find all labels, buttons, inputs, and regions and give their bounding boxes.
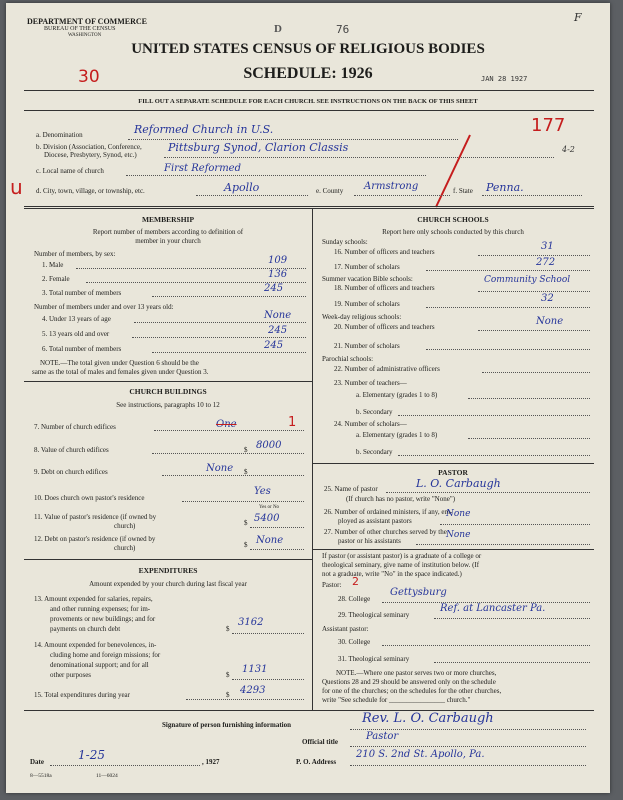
- membership-note-1: NOTE.—The total given under Question 6 should be the: [40, 359, 199, 367]
- q17-value: 272: [536, 257, 556, 268]
- city-field-label: d. City, town, village, or township, etc.: [36, 187, 145, 195]
- summer-schools-label: Summer vacation Bible schools:: [322, 275, 413, 283]
- q12-label-1: 12. Debt on pastor's residence (if owned by: [34, 535, 156, 543]
- q10-label: 10. Does church own pastor's residence: [34, 494, 145, 502]
- signature-value: Rev. L. O. Carbaugh: [362, 711, 494, 726]
- q7-value: One: [216, 419, 237, 430]
- q26-label-1: 26. Number of ordained ministers, if any, em-: [324, 508, 453, 516]
- date-label: Date: [30, 758, 44, 766]
- red-177-mark: 177: [531, 115, 566, 136]
- pastor-note-2: Questions 28 and 29 should be answered only on the schedule: [322, 678, 496, 686]
- q29-value: Ref. at Lancaster Pa.: [440, 603, 546, 614]
- q29-label: 29. Theological seminary: [338, 611, 410, 619]
- parochial-schools-label: Parochial schools:: [322, 355, 374, 363]
- q13-dollar: $: [226, 625, 230, 633]
- date-stamp: JAN 28 1927: [481, 75, 528, 83]
- q31-label: 31. Theological seminary: [338, 655, 410, 663]
- city-label: WASHINGTON: [68, 33, 102, 38]
- red-number-mark: 30: [78, 67, 100, 87]
- q27-value: None: [446, 530, 471, 540]
- q14-line-1: 14. Amount expended for benevolences, in-: [34, 641, 157, 649]
- q27-label-1: 27. Number of other churches served by the: [324, 528, 447, 536]
- sunday-schools-label: Sunday schools:: [322, 238, 368, 246]
- schedule-title: SCHEDULE: 1926: [243, 65, 373, 82]
- q26-label-2: ployed as assistant pastors: [338, 517, 412, 525]
- state-value: Penna.: [486, 181, 524, 194]
- q13-line-1: 13. Amount expended for salaries, repairs,: [34, 595, 153, 603]
- form-title: UNITED STATES CENSUS OF RELIGIOUS BODIES: [131, 41, 485, 57]
- graduate-info-2: theological seminary, give name of institution below. (If: [322, 561, 480, 569]
- q11-label-1: 11. Value of pastor's residence (if owned by: [34, 513, 157, 521]
- membership-note-2: same as the total of males and females given under Question 3.: [32, 368, 209, 376]
- q16-value: 31: [541, 241, 554, 252]
- pastor-note-4: write "See schedule for ________________ church.": [322, 696, 471, 704]
- q25-value: L. O. Carbaugh: [416, 477, 501, 490]
- membership-sub-2: member in your church: [135, 237, 201, 245]
- q24-label: 24. Number of scholars—: [334, 420, 407, 428]
- date-year: , 1927: [202, 758, 220, 766]
- side-code: 4-2: [562, 145, 575, 154]
- schools-heading: CHURCH SCHOOLS: [417, 215, 489, 224]
- q13-line-3: provements or new buildings; and for: [50, 615, 156, 623]
- city-value: Apollo: [224, 181, 260, 194]
- official-title-value: Pastor: [366, 731, 399, 742]
- q9-dollar: $: [244, 468, 248, 476]
- buildings-heading: CHURCH BUILDINGS: [129, 387, 207, 396]
- q11-value: 5400: [254, 513, 280, 524]
- q15-value: 4293: [240, 685, 266, 696]
- q11-label-2: church): [114, 522, 136, 530]
- q30-label: 30. College: [338, 638, 371, 646]
- official-title-label: Official title: [302, 738, 338, 746]
- q5-label: 5. 13 years old and over: [42, 330, 110, 338]
- red-check-stroke: [426, 131, 476, 211]
- q14-line-2: cluding home and foreign missions; for: [50, 651, 161, 659]
- q21-label: 21. Number of scholars: [334, 342, 400, 350]
- q23a-label: a. Elementary (grades 1 to 8): [356, 391, 438, 399]
- expenditures-sub: Amount expended by your church during last fiscal year: [89, 580, 247, 588]
- form-number: 8—5518a: [30, 773, 52, 779]
- instructions-line: FILL OUT A SEPARATE SCHEDULE FOR EACH CHURCH. SEE INSTRUCTIONS ON THE BACK OF THIS SHEET: [138, 98, 478, 105]
- stamp-number: 76: [336, 23, 350, 36]
- q22-label: 22. Number of administrative officers: [334, 365, 440, 373]
- q27-label-2: pastor or his assistants: [338, 537, 401, 545]
- state-label: f. State: [453, 187, 473, 195]
- denomination-label: a. Denomination: [36, 131, 83, 139]
- q4-value: None: [264, 310, 292, 321]
- pastor-note-1: NOTE.—Where one pastor serves two or more churches,: [336, 669, 497, 677]
- q25-label: 25. Name of pastor: [324, 485, 378, 493]
- denomination-value: Reformed Church in U.S.: [134, 123, 274, 136]
- bureau-label: BUREAU OF THE CENSUS: [44, 26, 116, 32]
- pastor-heading: PASTOR: [438, 468, 468, 477]
- county-value: Armstrong: [364, 181, 419, 192]
- q10-value: Yes: [254, 486, 271, 497]
- q8-dollar: $: [244, 446, 248, 454]
- division-label-1: b. Division (Association, Conference,: [36, 143, 142, 151]
- census-form-page: [6, 3, 610, 793]
- q18-label: 18. Number of officers and teachers: [334, 284, 435, 292]
- pastor-red-mark: 2: [352, 575, 359, 588]
- q9-value: None: [206, 463, 234, 474]
- q28-value: Gettysburg: [390, 587, 447, 598]
- signature-label: Signature of person furnishing information: [162, 721, 291, 729]
- age-heading: Number of members under and over 13 years old:: [34, 303, 174, 311]
- q15-label: 15. Total expenditures during year: [34, 691, 130, 699]
- q20-value: None: [536, 316, 564, 327]
- po-address-value: 210 S. 2nd St. Apollo, Pa.: [356, 749, 485, 760]
- q17-label: 17. Number of scholars: [334, 263, 400, 271]
- q12-label-2: church): [114, 544, 136, 552]
- q25-note: (If church has no pastor, write "None"): [346, 495, 456, 503]
- q18-value: Community School: [484, 275, 571, 285]
- q11-dollar: $: [244, 519, 248, 527]
- q16-label: 16. Number of officers and teachers: [334, 248, 435, 256]
- q28-label: 28. College: [338, 595, 371, 603]
- corner-mark: F: [574, 11, 582, 24]
- q1-value: 109: [268, 255, 288, 266]
- pastor-sub-label: Pastor:: [322, 581, 342, 589]
- po-address-label: P. O. Address: [296, 758, 337, 766]
- q19-value: 32: [541, 293, 554, 304]
- q2-value: 136: [268, 269, 288, 280]
- q23-label: 23. Number of teachers—: [334, 379, 407, 387]
- q26-value: None: [446, 509, 471, 519]
- q12-dollar: $: [244, 541, 248, 549]
- graduate-info-1: If pastor (or assistant pastor) is a graduate of a college or: [322, 552, 482, 560]
- yes-no-hint: Yes or No: [259, 505, 280, 510]
- assistant-pastor-label: Assistant pastor:: [322, 625, 369, 633]
- pastor-note-3: for one of the churches; on the schedules for the other churches,: [322, 687, 502, 695]
- date-value: 1-25: [78, 748, 105, 762]
- members-by-sex-label: Number of members, by sex:: [34, 250, 116, 258]
- q7-red-correction: 1: [288, 415, 297, 430]
- q12-value: None: [256, 535, 284, 546]
- stamp-prefix: D: [274, 23, 282, 35]
- q8-value: 8000: [256, 440, 282, 451]
- print-number: 11—6024: [96, 773, 118, 779]
- county-label: e. County: [316, 187, 344, 195]
- q24b-label: b. Secondary: [356, 448, 393, 456]
- buildings-sub: See instructions, paragraphs 10 to 12: [116, 401, 220, 409]
- q8-label: 8. Value of church edifices: [34, 446, 109, 454]
- q1-label: 1. Male: [42, 261, 64, 269]
- membership-sub-1: Report number of members according to definition of: [92, 228, 244, 236]
- q6-value: 245: [264, 340, 284, 351]
- q15-dollar: $: [226, 691, 230, 699]
- q7-label: 7. Number of church edifices: [34, 423, 116, 431]
- q14-dollar: $: [226, 671, 230, 679]
- q5-value: 245: [268, 325, 288, 336]
- weekday-schools-label: Week-day religious schools:: [322, 313, 402, 321]
- q9-label: 9. Debt on church edifices: [34, 468, 108, 476]
- q14-line-3: denominational support; and for all: [50, 661, 149, 669]
- q23b-label: b. Secondary: [356, 408, 393, 416]
- schools-sub: Report here only schools conducted by this church: [382, 228, 524, 236]
- membership-heading: MEMBERSHIP: [141, 215, 195, 224]
- division-value: Pittsburg Synod, Clarion Classis: [168, 141, 349, 154]
- graduate-info-3: not a graduate, write "No" in the space indicated.): [322, 570, 462, 578]
- q14-value: 1131: [242, 664, 268, 675]
- q13-value: 3162: [238, 617, 264, 628]
- q20-label: 20. Number of officers and teachers: [334, 323, 435, 331]
- q13-line-2: and other running expenses; for im-: [50, 605, 151, 613]
- q4-label: 4. Under 13 years of age: [42, 315, 111, 323]
- q6-label: 6. Total number of members: [42, 345, 122, 353]
- q3-label: 3. Total number of members: [42, 289, 122, 297]
- q13-line-4: payments on church debt: [50, 625, 121, 633]
- red-u-mark: u: [10, 175, 23, 199]
- local-name-label: c. Local name of church: [36, 167, 104, 175]
- local-name-value: First Reformed: [164, 163, 241, 174]
- q3-value: 245: [264, 283, 284, 294]
- q19-label: 19. Number of scholars: [334, 300, 400, 308]
- division-label-2: Diocese, Presbytery, Synod, etc.): [44, 151, 137, 159]
- department-label: DEPARTMENT OF COMMERCE: [27, 17, 148, 26]
- expenditures-heading: EXPENDITURES: [138, 566, 198, 575]
- q14-line-4: other purposes: [50, 671, 92, 679]
- q2-label: 2. Female: [42, 275, 70, 283]
- q24a-label: a. Elementary (grades 1 to 8): [356, 431, 438, 439]
